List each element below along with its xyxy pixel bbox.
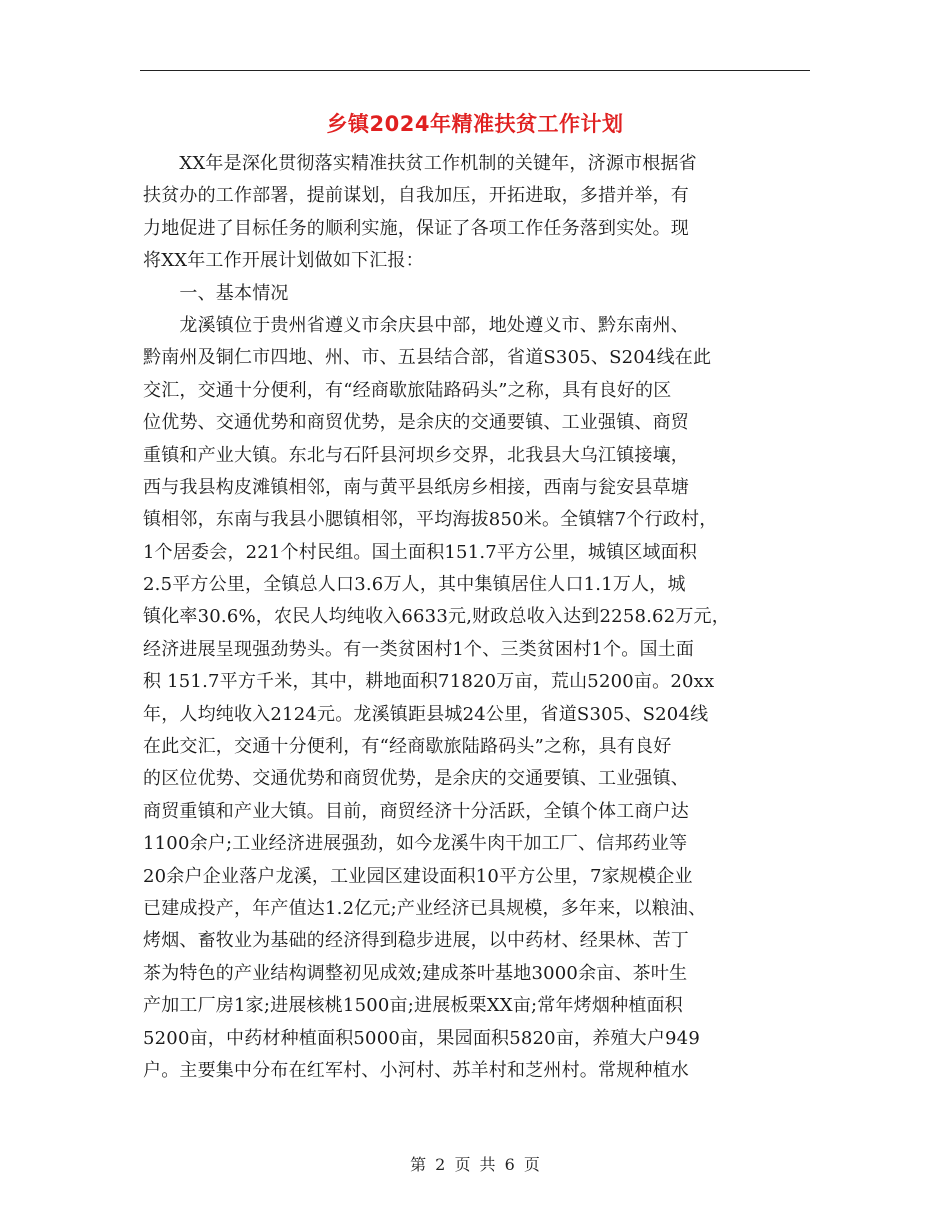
body-line: 1100余户;工业经济进展强劲，如今龙溪牛肉干加工厂、信邦药业等 xyxy=(143,833,688,855)
body-line: 已建成投产，年产值达1.2亿元;产业经济已具规模，多年来，以粮油、 xyxy=(143,897,707,919)
body-line: 20余户企业落户龙溪，工业园区建设面积10平方公里，7家规模企业 xyxy=(143,865,693,887)
body-line: 在此交汇，交通十分便利，有“经商歇旅陆路码头”之称，具有良好 xyxy=(143,736,672,758)
page-number-footer: 第 2 页 共 6 页 xyxy=(410,1155,540,1174)
body-line: 将XX年工作开展计划做如下汇报： xyxy=(143,250,424,272)
body-line: 镇化率30.6%，农民人均纯收入6633元,财政总收入达到2258.62万元， xyxy=(143,606,730,628)
header-rule xyxy=(140,70,810,71)
body-line: 年，人均纯收入2124元。龙溪镇距县城24公里，省道S305、S204线 xyxy=(143,703,709,725)
body-line: 位优势、交通优势和商贸优势，是余庆的交通要镇、工业强镇、商贸 xyxy=(143,412,689,434)
body-line: 5200亩，中药材种植面积5000亩，果园面积5820亩，养殖大户949 xyxy=(143,1027,700,1049)
body-line: 积 151.7平方千米，其中，耕地面积71820万亩，荒山5200亩。20xx xyxy=(143,671,715,693)
body-line: 重镇和产业大镇。东北与石阡县河坝乡交界，北我县大乌江镇接壤， xyxy=(143,444,689,466)
body-line: 茶为特色的产业结构调整初见成效;建成茶叶基地3000余亩、茶叶生 xyxy=(143,962,688,984)
body-line: 的区位优势、交通优势和商贸优势，是余庆的交通要镇、工业强镇、 xyxy=(143,768,689,790)
body-line: 商贸重镇和产业大镇。目前，商贸经济十分活跃，全镇个体工商户达 xyxy=(143,800,689,822)
body-line: 镇相邻，东南与我县小腮镇相邻，平均海拔850米。全镇辖7个行政村， xyxy=(143,509,718,531)
document-title: 乡镇2024年精准扶贫工作计划 xyxy=(326,112,624,136)
body-line: 1个居委会，221个村民组。国土面积151.7平方公里，城镇区域面积 xyxy=(143,541,698,563)
body-line: 扶贫办的工作部署，提前谋划，自我加压，开拓进取，多措并举，有 xyxy=(143,185,689,207)
body-line: 交汇，交通十分便利，有“经商歇旅陆路码头”之称，具有良好的区 xyxy=(143,379,672,401)
body-line: 经济进展呈现强劲势头。有一类贫困村1个、三类贫困村1个。国土面 xyxy=(143,638,695,660)
body-line: 西与我县构皮滩镇相邻，南与黄平县纸房乡相接，西南与瓮安县草塘 xyxy=(143,476,689,498)
body-line: 户。主要集中分布在红军村、小河村、苏羊村和芝州村。常规种植水 xyxy=(143,1059,689,1081)
document-body xyxy=(143,148,803,1087)
body-line: 黔南州及铜仁市四地、州、市、五县结合部，省道S305、S204线在此 xyxy=(143,347,712,369)
body-line: 2.5平方公里，全镇总人口3.6万人，其中集镇居住人口1.1万人，城 xyxy=(143,574,686,596)
body-line: 烤烟、畜牧业为基础的经济得到稳步进展，以中药材、经果林、苦丁 xyxy=(143,930,689,952)
body-line: 产加工厂房1家;进展核桃1500亩;进展板栗XX亩;常年烤烟种植面积 xyxy=(143,995,683,1017)
body-line: XX年是深化贯彻落实精准扶贫工作机制的关键年，济源市根据省 xyxy=(143,153,697,174)
section-heading: 一、基本情况 xyxy=(143,282,289,304)
body-line: 龙溪镇位于贵州省遵义市余庆县中部，地处遵义市、黔东南州、 xyxy=(143,314,689,336)
body-line: 力地促进了目标任务的顺利实施，保证了各项工作任务落到实处。现 xyxy=(143,217,689,239)
